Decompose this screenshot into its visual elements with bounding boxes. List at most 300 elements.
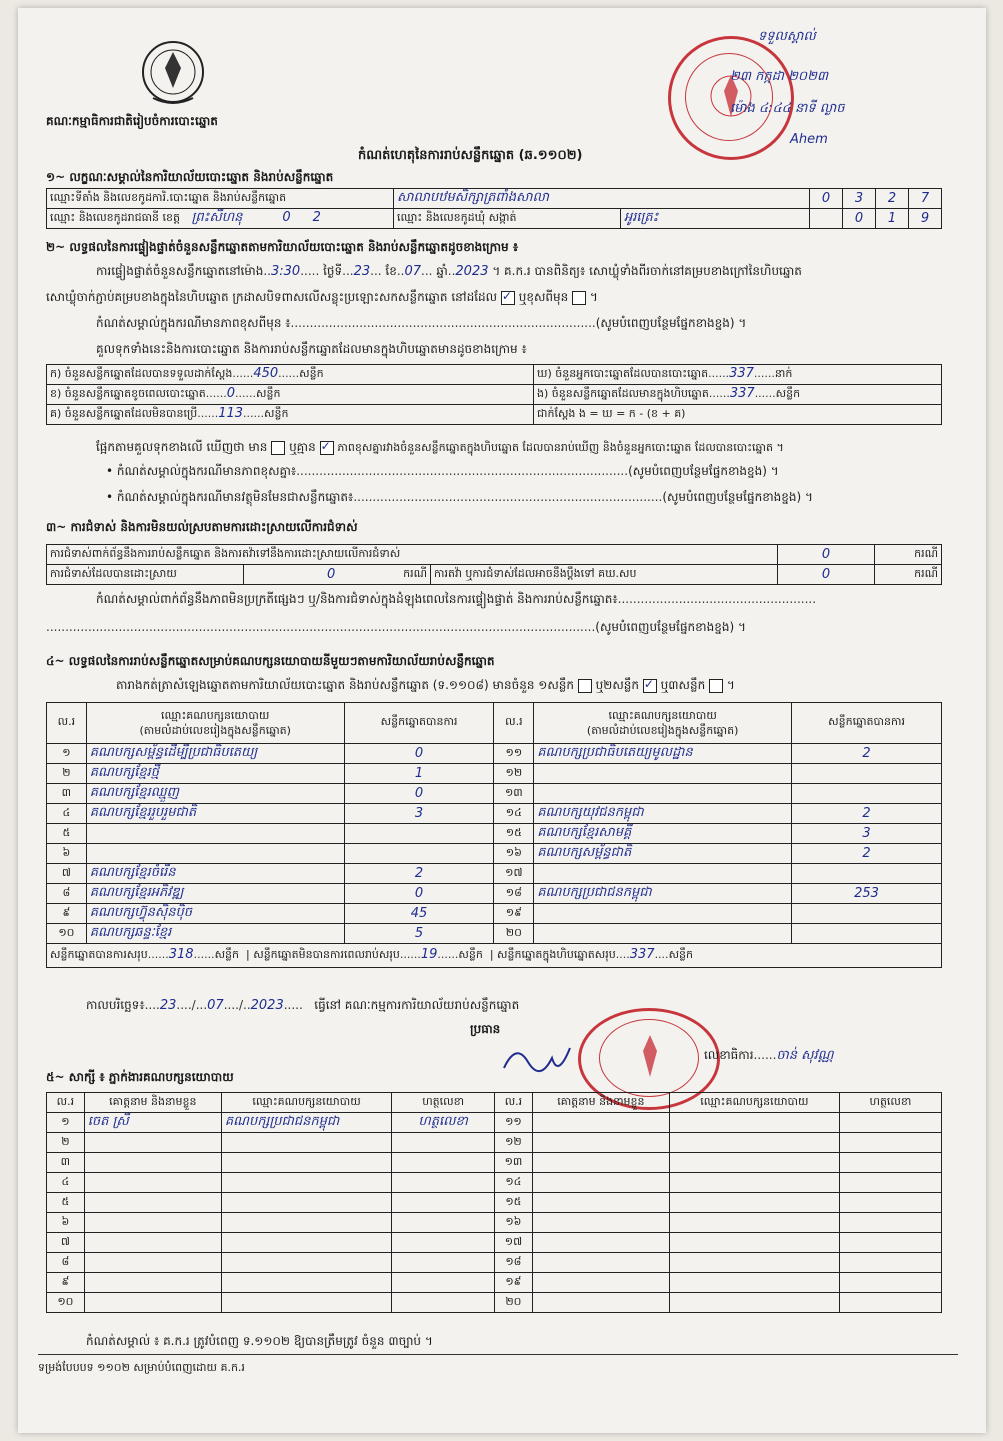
witness-name <box>84 1233 221 1253</box>
commune-label: ឈ្មោះ និងលេខកូដឃុំ សង្កាត់ <box>394 209 621 229</box>
col-party-sub: (តាមលំដាប់លេខរៀងក្នុងសន្លឹកឆ្នោត) <box>139 724 291 737</box>
site-code-digit: 7 <box>909 189 942 209</box>
bullet-diff: • កំណត់សម្គាល់ក្នុងករណីមានភាពខុសគ្នា៖.......................................................................................(សូមបំពេញបន្ថែមផ្នែកខាងខ្នង) ។ <box>106 464 779 478</box>
party-votes <box>792 784 942 804</box>
witness-signature <box>839 1173 941 1193</box>
witness-row <box>47 1253 942 1273</box>
section5-heading: ៥~ សាក្សី ៖ ភ្នាក់ងារគណបក្សនយោបាយ <box>46 1070 234 1084</box>
sheet-count-line: តារាងកត់ត្រាសំឡេងឆ្នោតតាមការិយាល័យបោះឆ្នោត និងរាប់សន្លឹកឆ្នោត (ទ.១១០៨) មានចំនួន ១សន្លឹក ឬ២សន្លឹក ✓ ឬ៣សន្លឹក ។ <box>116 678 735 693</box>
row-no: ៩ <box>47 1273 85 1293</box>
secretary-name: ចាន់ សុវណ្ណ <box>776 1048 834 1063</box>
president-label: ប្រធាន <box>470 1022 501 1036</box>
date-year: 2023 <box>250 998 284 1013</box>
changed-checkbox[interactable] <box>572 291 586 305</box>
party-name: គណបក្សខ្មែរឈ្មួញ <box>86 784 344 804</box>
seal-line: សោឃ្លុំចាក់ភ្ជាប់គម្របខាងក្នុងនៃហិបឆ្នោត ក្រដាសបិទពាសលើសន្លុះប្រឡោះសកសន្លឹកឆ្នោត នៅដដែល ✓ ឬខុសពីមុន ។ <box>46 290 598 305</box>
col-sign: ហត្ថលេខា <box>392 1093 495 1113</box>
row-no: ២០ <box>495 1293 533 1313</box>
witness-name <box>532 1273 669 1293</box>
irregularity-label: កំណត់សម្គាល់ពាក់ព័ន្ធនឹងភាពមិនប្រក្រតីផ្សេងៗ ឬ/និងការជំទាស់ក្នុងដំឡុងពេលនៃការផ្ទៀងផ្ទាត់ និងការរាប់សន្លឹកឆ្នោត៖ <box>96 592 618 606</box>
unit-label: សន្លឹក <box>214 948 240 961</box>
row-no: ៩ <box>47 904 87 924</box>
site-label: ឈ្មោះទីតាំង និងលេខកូដការិ.បោះឆ្នោត និងរាប់សន្លឹកឆ្នោត <box>47 189 394 209</box>
row-no: ៥ <box>47 824 87 844</box>
form-code: ទម្រង់បែបបទ ១១០២ សម្រាប់បំពេញដោយ គ.ក.រ <box>38 1361 245 1374</box>
valid-total-label: សន្លឹកឆ្នោតបានការសរុប <box>50 948 148 961</box>
witness-party <box>669 1213 839 1233</box>
commune-value: អូរត្រេះ <box>624 210 659 225</box>
result-row <box>47 904 942 924</box>
witness-signature <box>839 1213 941 1233</box>
commune-code-digit: 0 <box>843 209 876 229</box>
date-day: 23 <box>159 998 177 1013</box>
section4-heading: ៤~ លទ្ធផលនៃការរាប់សន្លឹកឆ្នោតសម្រាប់គណបក្សនយោបាយនីមួយៗតាមការិយាល័យរាប់សន្លឹកឆ្នោត <box>46 654 495 668</box>
sheet-count-text: តារាងកត់ត្រាសំឡេងឆ្នោតតាមការិយាល័យបោះឆ្នោត និងរាប់សន្លឹកឆ្នោត (ទ.១១០៨) មានចំនួន ១សន្លឹក <box>116 678 574 692</box>
witness-signature <box>839 1193 941 1213</box>
secretary-label: លេខាធិការ <box>704 1048 754 1062</box>
witness-party <box>221 1193 391 1213</box>
witness-row <box>47 1293 942 1313</box>
verify-text: ថ្ងៃទី <box>323 264 343 278</box>
verify-text: ខែ <box>385 264 397 278</box>
witness-name: ចេត ស្រី <box>84 1113 221 1133</box>
row-no: ១៨ <box>494 884 534 904</box>
row-no: ២០ <box>494 924 534 944</box>
fill-note: (សូមបំពេញបន្ថែមផ្នែកខាងខ្នង) ។ <box>595 316 747 330</box>
witness-row <box>47 1193 942 1213</box>
col-no: ល.រ <box>47 703 87 744</box>
witness-party <box>669 1193 839 1213</box>
party-name: គណបក្សយុវជនកម្ពុជា <box>534 804 792 824</box>
witness-row <box>47 1233 942 1253</box>
col-no: ល.រ <box>494 703 534 744</box>
unit-label: សន្លឹក <box>256 387 281 400</box>
row-no: ៤ <box>47 1173 85 1193</box>
unit-label: សន្លឹក <box>299 367 324 380</box>
witness-signature <box>392 1153 495 1173</box>
col-sign: ហត្ថលេខា <box>839 1093 941 1113</box>
unused-label: គ) ចំនួនសន្លឹកឆ្នោតដែលមិនបានប្រើ <box>50 407 198 420</box>
invalid-total-value: 19 <box>420 947 438 962</box>
verify-day: 23 <box>353 264 371 279</box>
signature-icon <box>498 1038 578 1086</box>
witness-party <box>669 1153 839 1173</box>
row-no: ២ <box>47 764 87 784</box>
witness-name <box>532 1173 669 1193</box>
unit-label: នាក់ <box>774 367 793 380</box>
voters-value: 337 <box>729 366 754 381</box>
row-no: ១០ <box>47 1293 85 1313</box>
province-code-digit: 0 <box>282 210 291 225</box>
witness-signature <box>392 1213 495 1233</box>
row-no: ១១ <box>494 744 534 764</box>
col-name: គោត្តនាម និងនាមខ្លួន <box>84 1093 221 1113</box>
fill-note: (សូមបំពេញបន្ថែមផ្នែកខាងខ្នង) ។ <box>595 620 746 634</box>
party-votes <box>792 764 942 784</box>
commune-code-digit: 9 <box>909 209 942 229</box>
witness-party <box>221 1233 391 1253</box>
party-name: គណបក្សសម្ព័ន្ធជាតិ <box>534 844 792 864</box>
row-no: ៣ <box>47 784 87 804</box>
witness-party: គណបក្សប្រជាជនកម្ពុជា <box>221 1113 391 1133</box>
emblem-icon <box>133 38 213 110</box>
changed-label: ឬខុសពីមុន <box>518 290 569 304</box>
witness-signature <box>392 1253 495 1273</box>
resolved-label: ការជំទាស់ដែលបានដោះស្រាយ <box>47 565 244 585</box>
party-votes <box>792 864 942 884</box>
party-name: គណបក្សសម្ព័ន្ធដើម្បីប្រជាធិបតេយ្យ <box>86 744 344 764</box>
row-no: ១ <box>47 1113 85 1133</box>
witness-signature <box>392 1233 495 1253</box>
section1-heading: ១~ លក្ខណៈសម្គាល់នៃការិយាល័យបោះឆ្នោត និងរាប់សន្លឹកឆ្នោត <box>46 170 334 184</box>
irregularity-note: កំណត់សម្គាល់ពាក់ព័ន្ធនឹងភាពមិនប្រក្រតីផ្សេងៗ ឬ/និងការជំទាស់ក្នុងដំឡុងពេលនៃការផ្ទៀងផ្ទាត់ និងការរាប់សន្លឹកឆ្នោត៖.................................................... <box>96 592 817 606</box>
site-value: សាលាបឋមសិក្សាត្រពាំងសាលា <box>397 190 549 205</box>
site-code-digit: 0 <box>810 189 843 209</box>
spoiled-label: ខ) ចំនួនសន្លឹកឆ្នោតខូចពេលបោះឆ្នោត <box>50 387 206 400</box>
discrepancy-text: ភាពខុសគ្នារវាងចំនួនសន្លឹកឆ្នោតក្នុងហិបឆ្នោត ដែលបានរាប់ឃើញ និងចំនួនអ្នកបោះឆ្នោត ដែលបានបោះឆ្នោត ។ <box>337 441 784 454</box>
irregularity-line: ................................................................................................................................................(សូមបំពេញបន្ថែមផ្នែកខាងខ្នង) ។ <box>46 620 746 634</box>
witness-party <box>669 1233 839 1253</box>
party-name: គណបក្សប្រជាធិបតេយ្យមូលដ្ឋាន <box>534 744 792 764</box>
col-party: ឈ្មោះគណបក្សនយោបាយ <box>221 1093 391 1113</box>
witness-name <box>84 1153 221 1173</box>
row-no: ១៥ <box>494 824 534 844</box>
three-sheet-checkbox[interactable] <box>709 679 723 693</box>
witness-name <box>532 1213 669 1233</box>
party-votes: 3 <box>792 824 942 844</box>
invalid-total-label: សន្លឹកឆ្នោតមិនបានការពេលរាប់សរុប <box>253 948 400 961</box>
voters-label: ឃ) ចំនួនអ្នកបោះឆ្នោតដែលបានបោះឆ្នោត <box>537 367 709 380</box>
case-unit: ករណី <box>875 565 942 585</box>
party-name <box>534 904 792 924</box>
party-name: គណបក្សហ៊្វុនស៊ិនប៉ិច <box>86 904 344 924</box>
province-label: ឈ្មោះ និងលេខកូដរាជធានី ខេត្ត <box>50 211 180 224</box>
handwritten-note-4: Ahem <box>790 132 828 147</box>
row-no: ១២ <box>494 764 534 784</box>
row-no: ១៨ <box>495 1253 533 1273</box>
same-checkbox[interactable] <box>501 291 515 305</box>
witness-name <box>532 1113 669 1133</box>
witness-name <box>84 1193 221 1213</box>
witness-row <box>47 1113 942 1133</box>
witness-signature <box>839 1113 941 1133</box>
commune-code-digit: 1 <box>876 209 909 229</box>
row-no: ១៩ <box>494 904 534 924</box>
unit-label: សន្លឹក <box>775 387 801 400</box>
stamp-icon <box>668 36 794 160</box>
resolved-value: 0 <box>327 566 336 582</box>
col-party-sub: (តាមលំដាប់លេខរៀងក្នុងសន្លឹកឆ្នោត) <box>586 724 739 737</box>
party-votes: 0 <box>344 884 494 904</box>
row-no: ១៧ <box>495 1233 533 1253</box>
spoiled-value: 0 <box>226 386 236 401</box>
party-name <box>534 784 792 804</box>
party-votes <box>792 924 942 944</box>
party-votes: 253 <box>792 884 942 904</box>
witness-party <box>221 1253 391 1273</box>
row-no: ១១ <box>495 1113 533 1133</box>
party-name <box>534 764 792 784</box>
discrepancy-text: ផ្អែកតាមគួលទុកខាងលើ ឃើញថា មាន <box>96 440 268 454</box>
witness-signature <box>839 1293 941 1313</box>
witness-signature <box>392 1293 495 1313</box>
count-intro: គួលទុកទាំងនេះនិងការបោះឆ្នោត និងការរាប់សន្លឹកឆ្នោតដែលមានក្នុងហិបឆ្នោតមានដូចខាងក្រោម ៖ <box>96 342 527 356</box>
box-total-value: 337 <box>629 947 655 962</box>
row-no: ១៣ <box>494 784 534 804</box>
result-row <box>47 884 942 904</box>
result-row <box>47 804 942 824</box>
result-row <box>47 784 942 804</box>
result-row <box>47 744 942 764</box>
verify-time: 3:30 <box>270 264 301 279</box>
date-line: កាលបរិច្ឆេទ៖....23..../...07..../..2023..... ធ្វើនៅ គណៈកម្មការការិយាល័យរាប់សន្លឹកឆ្នោត <box>86 998 520 1013</box>
col-no: ល.រ <box>47 1093 85 1113</box>
row-no: ១២ <box>495 1133 533 1153</box>
witness-party <box>221 1273 391 1293</box>
party-name <box>86 824 344 844</box>
witness-signature <box>392 1273 495 1293</box>
section3-heading: ៣~ ការជំទាស់ និងការមិនយល់ស្របតាមការដោះស្រាយលើការជំទាស់ <box>46 520 358 534</box>
witness-row <box>47 1273 942 1293</box>
party-name <box>534 864 792 884</box>
secretary-line: លេខាធិការ......ចាន់ សុវណ្ណ <box>704 1048 834 1063</box>
verify-month: 07 <box>404 264 422 279</box>
row-no: ១ <box>47 744 87 764</box>
row-no: ៨ <box>47 1253 85 1273</box>
bullet-text: • កំណត់សម្គាល់ក្នុងករណីមានភាពខុសគ្នា៖ <box>106 464 297 478</box>
party-votes: 45 <box>344 904 494 924</box>
party-votes <box>792 904 942 924</box>
witness-name <box>84 1293 221 1313</box>
form-title: កំណត់ហេតុនៃការរាប់សន្លឹកឆ្នោត (ឆ.១១០២) <box>358 148 583 163</box>
col-party: ឈ្មោះគណបក្សនយោបាយ <box>669 1093 839 1113</box>
party-votes: 2 <box>792 804 942 824</box>
col-party: ឈ្មោះគណបក្សនយោបាយ <box>608 709 717 722</box>
verify-text: ។ គ.ក.រ បានពិនិត្យ៖ សោឃ្លុំទាំងពីរចាក់នៅគម្របខាងក្រៅនៃហិបឆ្នោត <box>492 264 802 278</box>
row-no: ១០ <box>47 924 87 944</box>
objection-value: 0 <box>778 545 875 565</box>
verify-text: ការផ្ទៀងផ្ទាត់ចំនួនសន្លឹកឆ្នោតនៅម៉ោង <box>96 264 264 278</box>
unit-label: សន្លឹក <box>264 407 289 420</box>
row-no: ១៤ <box>495 1173 533 1193</box>
party-name <box>534 924 792 944</box>
witness-name <box>532 1153 669 1173</box>
divider <box>38 1354 958 1355</box>
result-row <box>47 824 942 844</box>
footnote: កំណត់សម្គាល់ ៖ គ.ក.រ ត្រូវបំពេញ ទ.១១០២ ឱ្យបានត្រឹមត្រូវ ចំនួន ៣ច្បាប់ ។ <box>86 1334 433 1348</box>
party-votes: 1 <box>344 764 494 784</box>
case-unit: ករណី <box>403 566 427 580</box>
diff-note-label: កំណត់សម្គាល់ក្នុងករណីមានភាពខុសពីមុន ៖ <box>96 316 291 330</box>
party-votes <box>344 844 494 864</box>
verify-year: 2023 <box>455 264 489 279</box>
party-name: គណបក្សខ្មែរចំរើន <box>86 864 344 884</box>
no-diff-checkbox[interactable] <box>320 441 334 455</box>
row-no: ១៤ <box>494 804 534 824</box>
handwritten-note-3: ម៉ោង ៤:៤៤ នាទី ល្ងាច <box>730 101 845 116</box>
row-no: ៤ <box>47 804 87 824</box>
party-name: គណបក្សខ្មែររួបរួមជាតិ <box>86 804 344 824</box>
seal-text: សោឃ្លុំចាក់ភ្ជាប់គម្របខាងក្នុងនៃហិបឆ្នោត ក្រដាសបិទពាសលើសន្លុះប្រឡោះសកសន្លឹកឆ្នោត នៅដដែល <box>46 290 498 304</box>
party-votes: 0 <box>344 784 494 804</box>
witness-name <box>532 1133 669 1153</box>
col-party: ឈ្មោះគណបក្សនយោបាយ <box>161 709 270 722</box>
col-no: ល.រ <box>495 1093 533 1113</box>
witness-row <box>47 1173 942 1193</box>
case-unit: ករណី <box>875 545 942 565</box>
section2-heading: ២~ លទ្ធផលនៃការផ្ទៀងផ្ទាត់ចំនួនសន្លឹកឆ្នោតតាមការិយាល័យបោះឆ្នោត និងរាប់សន្លឹកឆ្នោតដូចខាងក្រោម ៖ <box>46 240 519 254</box>
province-value: ព្រះសីហនុ <box>191 210 243 225</box>
witness-party <box>669 1173 839 1193</box>
fill-note: (សូមបំពេញបន្ថែមផ្នែកខាងខ្នង) ។ <box>628 464 779 478</box>
witness-table <box>46 1092 942 1313</box>
witness-party <box>669 1253 839 1273</box>
row-no: ៣ <box>47 1153 85 1173</box>
bullet-text: • កំណត់សម្គាល់ក្នុងករណីមានវត្ថុមិនមែនជាសន្លឹកឆ្នោត៖ <box>106 490 354 504</box>
party-name: គណបក្សប្រជាជនកម្ពុជា <box>534 884 792 904</box>
row-no: ១៦ <box>495 1213 533 1233</box>
witness-party <box>669 1273 839 1293</box>
site-code-digit: 2 <box>876 189 909 209</box>
party-votes: 2 <box>792 844 942 864</box>
handwritten-note-1: ទទួលស្គាល់ <box>758 29 816 44</box>
unit-label: សន្លឹក <box>668 948 694 961</box>
two-sheet-checkbox[interactable] <box>643 679 657 693</box>
bullet-object: • កំណត់សម្គាល់ក្នុងករណីមានវត្ថុមិនមែនជាសន្លឹកឆ្នោត៖.................................................................................(សូមបំពេញបន្ថែមផ្នែកខាងខ្នង) ។ <box>106 490 813 504</box>
party-name: គណបក្សខ្មែរអភិវឌ្ឍ <box>86 884 344 904</box>
witness-party <box>221 1133 391 1153</box>
witness-party <box>669 1133 839 1153</box>
witness-signature <box>392 1193 495 1213</box>
witness-row <box>47 1153 942 1173</box>
appeal-value: 0 <box>778 565 875 585</box>
party-votes: 0 <box>344 744 494 764</box>
witness-signature <box>392 1133 495 1153</box>
witness-name <box>84 1133 221 1153</box>
results-table: ល.រ ឈ្មោះគណបក្សនយោបាយ (តាមលំដាប់លេខរៀងក្នុងសន្លឹកឆ្នោត) សន្លឹកឆ្នោតបានការ ល.រ ឈ្មោះគណបក្សនយោបាយ (តាមលំដាប់លេខរៀងក្នុងសន្លឹកឆ្នោត) សន្លឹកឆ្នោតបានការ ១ គណបក្សសម្ព័ន្ធដើម្បីប្រជាធិបតេយ្យ 0 ១១ គណបក្សប្រជាធិបតេយ្យមូលដ្ឋាន 2 ២ គណបក្សខ្មែរថ្មី 1 ១២ ៣ គណបក្សខ្មែរឈ្មួញ 0 ១៣ ៤ គណបក្សខ្មែររួបរួមជាតិ 3 ១៤ គណបក្សយុវជនកម្ពុជា 2 ៥ ១៥ គណបក្សខ្មែរសាមគ្គី 3 ៦ ១៦ គណបក្សសម្ព័ន្ធជាតិ 2 ៧ គណបក្សខ្មែរចំរើន 2 ១៧ ៨ គណបក្សខ្មែរអភិវឌ្ឍ 0 ១៨ គណបក្សប្រជាជនកម្ពុជា 253 ៩ គណបក្សហ៊្វុនស៊ិនប៉ិច 45 ១៩ ១០ គណបក្សឆន្ទៈខ្មែរ 5 ២០ សន្លឹកឆ្នោតបានការសរុប......318......សន្លឹក | សន្លឹកឆ្នោតមិនបានការពេលរាប់សរុប......19......សន្លឹក | សន្លឹកឆ្នោតក្នុងហិបឆ្នោតសរុប....337....សន្លឹក <box>46 702 942 968</box>
row-no: ១៩ <box>495 1273 533 1293</box>
in-box-value: 337 <box>729 386 755 401</box>
col-votes: សន្លឹកឆ្នោតបានការ <box>792 703 942 744</box>
witness-party <box>221 1293 391 1313</box>
unit-label: សន្លឹក <box>458 948 483 961</box>
ballot-count-table: ក) ចំនួនសន្លឹកឆ្នោតដែលបានទទួលដាក់ស្តែង......450......សន្លឹក ឃ) ចំនួនអ្នកបោះឆ្នោតដែលបានបោះឆ្នោត......337......នាក់ ខ) ចំនួនសន្លឹកឆ្នោតខូចពេលបោះឆ្នោត......0......សន្លឹក ង) ចំនួនសន្លឹកឆ្នោតដែលមានក្នុងហិបឆ្នោត......337......សន្លឹក គ) ចំនួនសន្លឹកឆ្នោតដែលមិនបានប្រើ......113......សន្លឹក ជាក់ស្តែង ង = ឃ = ក - (ខ + គ) <box>46 364 942 425</box>
party-name <box>86 844 344 864</box>
date-month: 07 <box>207 998 224 1013</box>
party-votes: 5 <box>344 924 494 944</box>
no-diff-label: ឬគ្មាន <box>289 440 316 454</box>
party-votes <box>344 824 494 844</box>
one-sheet-checkbox[interactable] <box>578 679 592 693</box>
witness-name <box>532 1193 669 1213</box>
site-code-digit: 3 <box>843 189 876 209</box>
handwritten-note-2: ២៣ កក្កដា ២០២៣ <box>730 69 829 84</box>
row-no: ៧ <box>47 1233 85 1253</box>
row-no: ៦ <box>47 844 87 864</box>
sign-org: ធ្វើនៅ គណៈកម្មការការិយាល័យរាប់សន្លឹកឆ្នោត <box>314 998 520 1012</box>
witness-name <box>84 1213 221 1233</box>
row-no: ២ <box>47 1133 85 1153</box>
row-no: ៦ <box>47 1213 85 1233</box>
appeal-label: ការតវ៉ា ឬការជំទាស់ដែលអាចនឹងប្តឹងទៅ គឃ.សប <box>431 565 778 585</box>
objection-table <box>46 544 942 585</box>
diff-note-line: កំណត់សម្គាល់ក្នុងករណីមានភាពខុសពីមុន ៖................................................................................(សូមបំពេញបន្ថែមផ្នែកខាងខ្នង) ។ <box>96 316 747 330</box>
org-name: គណៈកម្មាធិការជាតិរៀបចំការបោះឆ្នោត <box>46 114 218 128</box>
witness-signature: ហត្ថលេខា <box>392 1113 495 1133</box>
fill-note: (សូមបំពេញបន្ថែមផ្នែកខាងខ្នង) ។ <box>662 490 813 504</box>
witness-signature <box>839 1153 941 1173</box>
row-no: ១៣ <box>495 1153 533 1173</box>
result-row <box>47 764 942 784</box>
date-label: កាលបរិច្ឆេទ៖ <box>86 998 145 1012</box>
witness-name <box>532 1293 669 1313</box>
row-no: ១៦ <box>494 844 534 864</box>
col-votes: សន្លឹកឆ្នោតបានការ <box>344 703 494 744</box>
result-row <box>47 844 942 864</box>
in-box-label: ង) ចំនួនសន្លឹកឆ្នោតដែលមានក្នុងហិបឆ្នោត <box>537 387 709 400</box>
box-total-label: សន្លឹកឆ្នោតក្នុងហិបឆ្នោតសរុប <box>497 948 616 961</box>
witness-signature <box>839 1273 941 1293</box>
witness-name <box>84 1173 221 1193</box>
verify-text: ឆ្នាំ <box>436 264 448 278</box>
result-row <box>47 924 942 944</box>
has-diff-checkbox[interactable] <box>271 441 285 455</box>
row-no: ១៥ <box>495 1193 533 1213</box>
received-value: 450 <box>253 366 279 381</box>
witness-signature <box>839 1253 941 1273</box>
col-name: គោត្តនាម និងនាមខ្លួន <box>532 1093 669 1113</box>
witness-name <box>84 1253 221 1273</box>
two-sheet-label: ឬ២សន្លឹក <box>595 678 640 692</box>
objection-label: ការជំទាស់ពាក់ព័ន្ធនឹងការរាប់សន្លឹកឆ្នោត និងការតវ៉ាទៅនឹងការដោះស្រាយលើការជំទាស់ <box>47 545 778 565</box>
row-no: ១៧ <box>494 864 534 884</box>
row-no: ៨ <box>47 884 87 904</box>
party-votes: 3 <box>344 804 494 824</box>
unused-value: 113 <box>218 406 244 421</box>
witness-signature <box>392 1173 495 1193</box>
result-row <box>47 864 942 884</box>
valid-total-value: 318 <box>168 947 194 962</box>
witness-signature <box>839 1133 941 1153</box>
verify-line: ការផ្ទៀងផ្ទាត់ចំនួនសន្លឹកឆ្នោតនៅម៉ោង..3:30..... ថ្ងៃទី...23... ខែ..07... ឆ្នាំ..2023 ។ គ.ក.រ បានពិនិត្យ៖ សោឃ្លុំទាំងពីរចាក់នៅគម្របខាងក្រៅនៃហិបឆ្នោត <box>96 264 802 279</box>
document-page <box>18 8 986 1433</box>
section1-table <box>46 188 942 229</box>
party-votes: 2 <box>792 744 942 764</box>
witness-party <box>221 1213 391 1233</box>
witness-name <box>84 1273 221 1293</box>
party-votes: 2 <box>344 864 494 884</box>
witness-party <box>669 1293 839 1313</box>
witness-party <box>221 1153 391 1173</box>
witness-signature <box>839 1233 941 1253</box>
witness-row <box>47 1213 942 1233</box>
row-no: ៧ <box>47 864 87 884</box>
formula: ជាក់ស្តែង ង = ឃ = ក - (ខ + គ) <box>534 405 942 425</box>
witness-party <box>669 1113 839 1133</box>
received-label: ក) ចំនួនសន្លឹកឆ្នោតដែលបានទទួលដាក់ស្តែង <box>50 367 233 380</box>
three-sheet-label: ឬ៣សន្លឹក <box>660 678 706 692</box>
witness-name <box>532 1233 669 1253</box>
party-name: គណបក្សខ្មែរថ្មី <box>86 764 344 784</box>
row-no: ៥ <box>47 1193 85 1213</box>
discrepancy-line <box>96 440 784 455</box>
party-name: គណបក្សខ្មែរសាមគ្គី <box>534 824 792 844</box>
witness-name <box>532 1253 669 1273</box>
witness-party <box>221 1173 391 1193</box>
witness-row <box>47 1133 942 1153</box>
party-name: គណបក្សឆន្ទៈខ្មែរ <box>86 924 344 944</box>
province-code-digit: 2 <box>312 210 321 225</box>
